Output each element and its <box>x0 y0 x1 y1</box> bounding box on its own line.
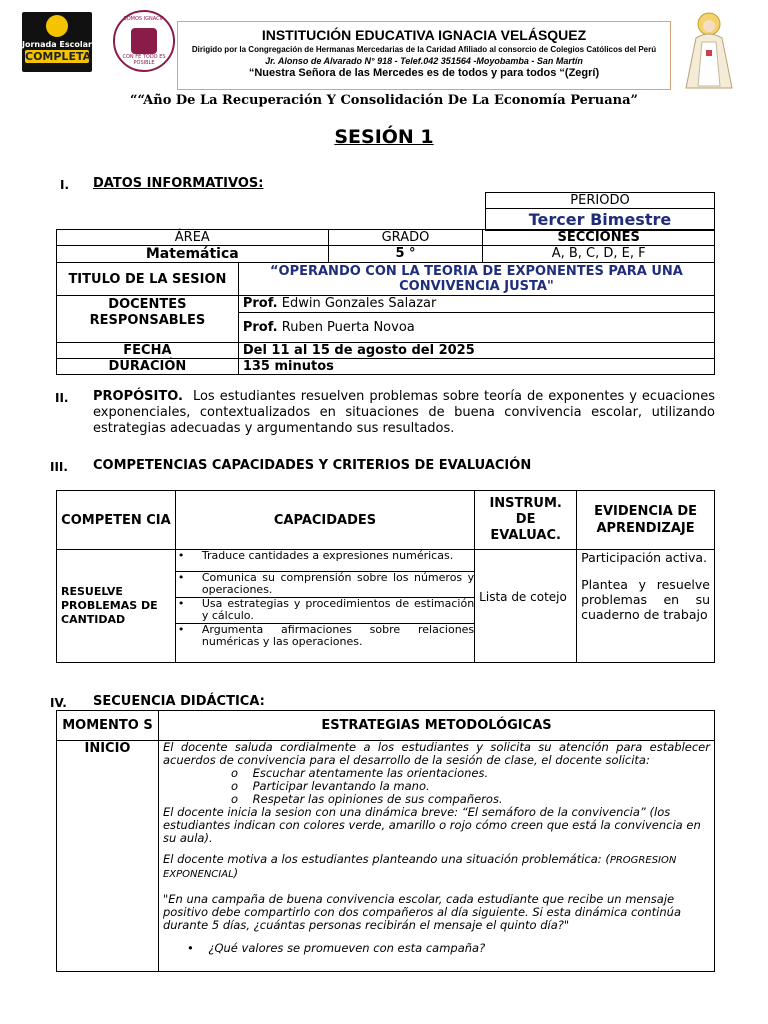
titulo-label: TITULO DE LA SESION <box>57 263 239 296</box>
prof-prefix: Prof. <box>242 296 278 311</box>
section-4-title: SECUENCIA DIDÁCTICA: <box>93 694 265 709</box>
estrategia-p3-end: ) <box>233 866 239 880</box>
grado-value: 5 ° <box>328 246 483 263</box>
section-3-number: III. <box>50 460 68 474</box>
estrategia-p3-small: PROGRESION EXPONENCIAL <box>162 855 677 880</box>
sub-item-2-text: Participar levantando la mano. <box>252 779 430 793</box>
capacidades-list <box>176 550 474 662</box>
docentes-label: DOCENTES RESPONSABLES <box>57 296 239 343</box>
area-label: ÁREA <box>57 230 329 246</box>
header-evidencia: EVIDENCIA DE APRENDIZAJE <box>577 491 715 550</box>
instrumento-cell: Lista de cotejo <box>475 550 577 663</box>
sub-item-1: o Escuchar atentamente las orientaciones. <box>230 766 489 780</box>
school-seal-logo <box>113 10 175 72</box>
estrategia-p1: El docente saluda cordialmente a los estudiantes y solicita su atención para establecer acuerdos de convivencia para el desarrollo de la sesión de clase, el docente solicita: <box>162 740 710 767</box>
logo-left-line2: COMPLETA <box>25 50 92 63</box>
section-1-title: DATOS INFORMATIVOS: <box>93 176 264 191</box>
section-3-title: COMPETENCIAS CAPACIDADES Y CRITERIOS DE EVALUACIÓN <box>93 458 532 473</box>
sub-item-2: o Participar levantando la mano. <box>230 779 430 793</box>
shield-icon <box>131 28 157 54</box>
header-momentos: MOMENTO S <box>57 711 159 741</box>
evidencia-cell <box>577 550 715 663</box>
estrategia-problem: "En una campaña de buena convivencia escolar, cada estudiante que recibe un mensaje positivo debe compartirlo con dos compañeros al día siguiente. Si esta dinámica continúa durante 5 días, ¿cuántas personas recibirán el mensaje el quinto día?" <box>162 892 681 932</box>
docente-1-name: Edwin Gonzales Salazar <box>281 296 437 311</box>
header-estrategias: ESTRATEGIAS METODOLÓGICAS <box>158 711 714 741</box>
capacidad-item: • Comunica su comprensión sobre los números y operaciones. <box>176 572 474 598</box>
prof-prefix: Prof. <box>242 320 278 335</box>
secciones-label: SECCIONES <box>483 230 715 246</box>
capacidad-item: • Usa estrategias y procedimientos de estimación y cálculo. <box>176 598 474 624</box>
periodo-label: PERIODO <box>486 193 715 209</box>
header-capacidades: CAPACIDADES <box>175 491 474 550</box>
virgin-mary-illustration <box>678 10 740 90</box>
sub-item-3-text: Respetar las opiniones de sus compañeros. <box>252 792 503 806</box>
secuencia-table <box>56 710 715 972</box>
info-table <box>56 229 715 375</box>
evidencia-2: Plantea y resuelve problemas en su cuaderno de trabajo <box>581 577 710 622</box>
institution-address: Jr. Alonso de Alvarado N° 918 - Telef.042 351564 -Moyobamba - San Martín <box>265 56 583 66</box>
header-competencia: COMPETEN CIA <box>57 491 176 550</box>
section-4-number: IV. <box>50 696 67 710</box>
capacidad-item: • Traduce cantidades a expresiones numéricas. <box>176 550 474 572</box>
capacidades-cell <box>175 550 474 663</box>
periodo-value: Tercer Bimestre <box>486 209 715 231</box>
proposito-block <box>93 389 715 437</box>
institution-name: INSTITUCIÓN EDUCATIVA IGNACIA VELÁSQUEZ <box>261 27 587 43</box>
fecha-value: Del 11 al 15 de agosto del 2025 <box>238 343 714 359</box>
header-instrumento: INSTRUM. DE EVALUAC. <box>475 491 577 550</box>
docente-2 <box>238 313 714 343</box>
institution-motto: “Nuestra Señora de las Mercedes es de todos y para todos “(Zegrí) <box>248 67 600 79</box>
sub-item-1-text: Escuchar atentamente las orientaciones. <box>252 766 489 780</box>
periodo-table <box>485 192 715 231</box>
section-2-title: PROPÓSITO. <box>93 389 183 404</box>
duracion-value: 135 minutos <box>238 359 714 375</box>
estrategias-cell <box>158 741 714 972</box>
capacidad-item: • Argumenta afirmaciones sobre relaciones numéricas y las operaciones. <box>176 624 474 662</box>
secciones-value: A, B, C, D, E, F <box>483 246 715 263</box>
sub-item-3: o Respetar las opiniones de sus compañeros. <box>230 792 503 806</box>
titulo-value: “OPERANDO CON LA TEORIA DE EXPONENTES PARA UNA CONVIVENCIA JUSTA" <box>238 263 714 296</box>
proposito-text: Los estudiantes resuelven problemas sobre teoría de exponentes y ecuaciones exponenciales, contextualizados en situaciones de buena convivencia escolar, utilizando estrategias adecuadas y argumentando sus resultados. <box>93 389 715 436</box>
competencias-table <box>56 490 715 663</box>
evidencia-1: Participación activa. <box>581 550 708 565</box>
year-title: ““Año De La Recuperación Y Consolidación De La Economía Peruana” <box>130 93 638 108</box>
area-value: Matemática <box>57 246 329 263</box>
session-title: SESIÓN 1 <box>334 126 434 148</box>
logo-left-line1: Jornada Escolar <box>22 40 92 49</box>
momento-inicio: INICIO <box>57 741 159 972</box>
grado-label: GRADO <box>328 230 483 246</box>
institution-header <box>177 21 671 90</box>
docente-2-name: Ruben Puerta Novoa <box>281 320 415 335</box>
question-1-text: ¿Qué valores se promueven con esta campaña? <box>208 941 486 955</box>
fecha-label: FECHA <box>57 343 239 359</box>
directed-by: Dirigido por la Congregación de Hermanas Mercedarias de la Caridad Afiliado al consorcio de Colegios Católicos del Perú <box>191 45 657 54</box>
jornada-escolar-logo <box>22 12 92 72</box>
section-2-number: II. <box>55 391 69 405</box>
section-1-number: I. <box>60 178 70 192</box>
docente-1 <box>238 296 714 313</box>
estrategia-p3-text: El docente motiva a los estudiantes planteando una situación problemática: ( <box>162 852 610 866</box>
seal-bottom-text: CON FE TODO ES POSIBLE <box>122 54 166 66</box>
competencia-cell: RESUELVE PROBLEMAS DE CANTIDAD <box>57 550 176 663</box>
duracion-label: DURACIÓN <box>57 359 239 375</box>
seal-top-text: SOMOS IGNACIA <box>123 16 165 22</box>
question-1: • ¿Qué valores se promueven con esta campaña? <box>186 941 486 955</box>
estrategia-p3 <box>163 853 710 881</box>
sun-icon <box>46 15 68 37</box>
estrategia-p2: El docente inicia la sesion con una dinámica breve: “El semáforo de la convivencia” (los estudiantes indican con colores verde, amarillo o rojo cómo creen que está la convivencia en su aula). <box>162 805 701 845</box>
